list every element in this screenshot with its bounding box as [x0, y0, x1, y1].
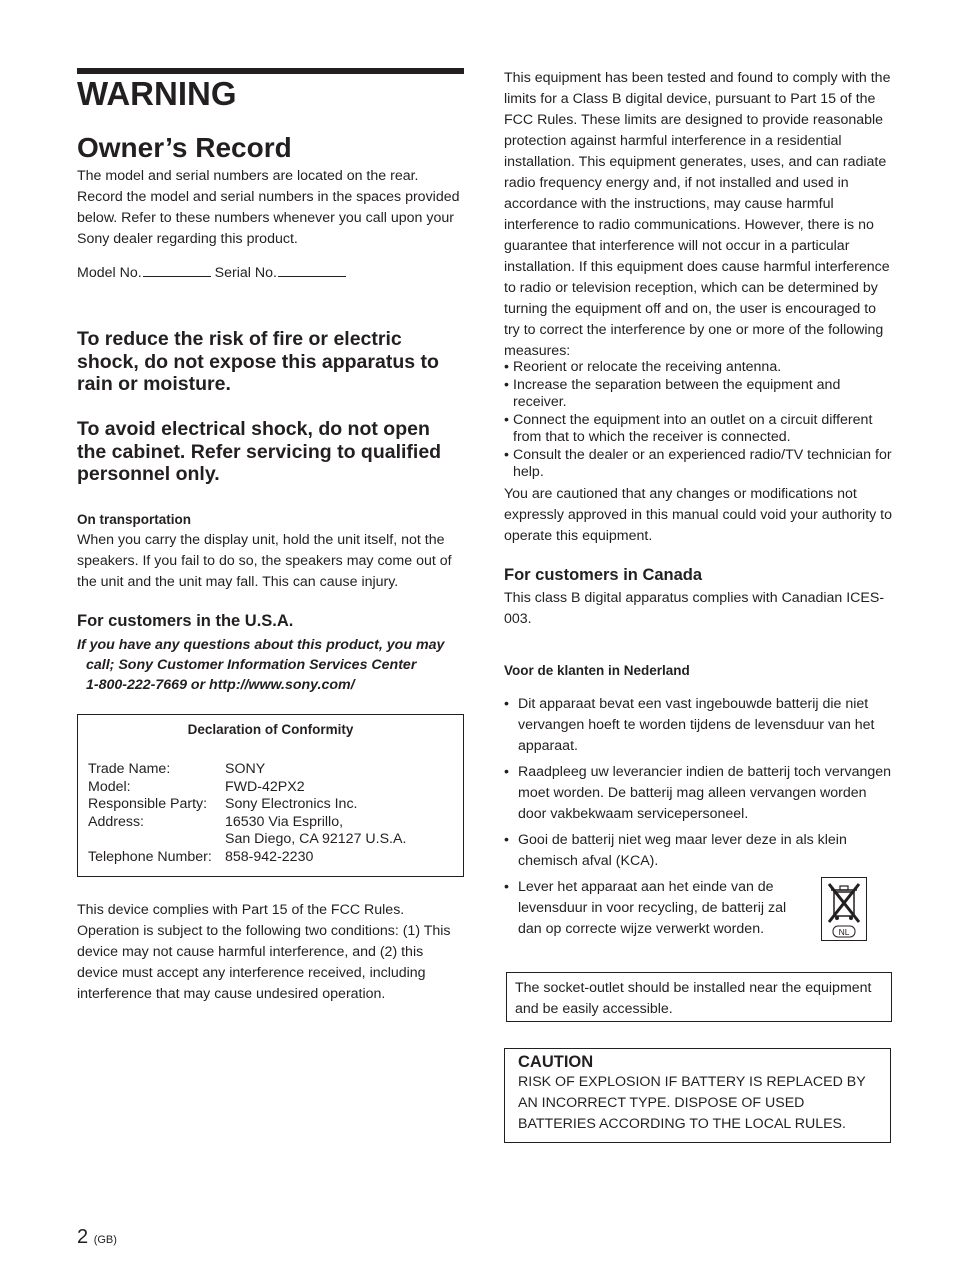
- declaration-table: [88, 761, 406, 866]
- nl-item-text: Raadpleeg uw leverancier indien de batterij toch vervangen moet worden. De batterij mag alleen vervangen worden door vakbekwaam servicepersoneel.: [518, 764, 892, 822]
- page-number-value: 2: [77, 1226, 89, 1248]
- measure-item: • Reorient or relocate the receiving antenna.: [504, 359, 782, 375]
- declaration-value: 858-942-2230: [225, 848, 314, 865]
- shock-warning: To avoid electrical shock, do not open the cabinet. Refer servicing to qualified personnel only.: [77, 418, 442, 485]
- declaration-box: [77, 714, 464, 877]
- serial-no-label: Serial No.: [214, 265, 277, 281]
- fire-warning: To reduce the risk of fire or electric shock, do not expose this apparatus to rain or moisture.: [77, 328, 439, 395]
- socket-outlet-text: The socket-outlet should be installed near the equipment and be easily accessible.: [515, 980, 872, 1017]
- owners-record-text: The model and serial numbers are located on the rear. Record the model and serial numbers in the spaces provided below. Refer to these numbers whenever you call upon your Sony dealer regarding this product.: [77, 168, 460, 247]
- serial-no-blank: [278, 262, 346, 277]
- measure-text: Increase the separation between the equipment and receiver.: [513, 376, 841, 410]
- page-number: [77, 1226, 117, 1249]
- fcc-class-b-text: This equipment has been tested and found to comply with the limits for a Class B digital device, pursuant to Part 15 of the FCC Rules. These limits are designed to provide reasonable protection against harmful interference in a residential installation. This equipment generates, uses, and can radiate radio frequency energy and, if not installed and used in accordance with the instructions, may cause harmful interference to radio communications. However, there is no guarantee that interference will not occur in a particular installation. If this equipment does cause harmful interference to radio or television reception, which can be determined by turning the equipment off and on, the user is encouraged to try to correct the interference by one or more of the following measures:: [504, 70, 891, 359]
- declaration-label: Responsible Party:: [88, 796, 208, 812]
- declaration-value: San Diego, CA 92127 U.S.A.: [225, 831, 407, 847]
- nl-item: • Lever het apparaat aan het einde van de levensduur in voor recycling, de batterij zal dan op correcte wijze verwerkt worden.: [504, 879, 787, 937]
- caution-box: [504, 1048, 891, 1143]
- caution-box-text: RISK OF EXPLOSION IF BATTERY IS REPLACED BY AN INCORRECT TYPE. DISPOSE OF USED BATTERIES ACCORDING TO THE LOCAL RULES.: [518, 1074, 866, 1132]
- declaration-value: FWD-42PX2: [225, 778, 305, 795]
- title-rule: [77, 68, 464, 74]
- usa-heading: For customers in the U.S.A.: [77, 612, 294, 630]
- crossed-bin-icon: [821, 877, 867, 941]
- owners-record-heading: Owner’s Record: [77, 132, 292, 163]
- canada-heading: For customers in Canada: [504, 566, 703, 584]
- measure-text: Reorient or relocate the receiving antenna.: [513, 359, 782, 375]
- transport-heading: On transportation: [77, 512, 191, 527]
- record-fields: [77, 262, 346, 284]
- canada-text: This class B digital apparatus complies with Canadian ICES-003.: [504, 590, 885, 627]
- nl-item: • Raadpleeg uw leverancier indien de batterij toch vervangen moet worden. De batterij mag alleen vervangen worden door vakbekwaam servicepersoneel.: [504, 764, 892, 822]
- declaration-value: SONY: [225, 761, 266, 777]
- measure-item: • Connect the equipment into an outlet on a circuit different from that to which the receiver is connected.: [504, 411, 873, 445]
- declaration-title: Declaration of Conformity: [187, 722, 354, 737]
- socket-outlet-box: [506, 972, 892, 1022]
- usa-contact-line1: If you have any questions about this product, you may: [77, 637, 445, 653]
- declaration-row: [88, 849, 406, 867]
- nl-item-text: Gooi de batterij niet weg maar lever deze in als klein chemisch afval (KCA).: [518, 832, 847, 869]
- usa-contact: [77, 635, 464, 695]
- model-no-blank: [143, 262, 211, 277]
- declaration-row: [88, 796, 406, 814]
- declaration-row: [88, 779, 406, 797]
- measure-text: Consult the dealer or an experienced radio/TV technician for help.: [513, 446, 892, 480]
- nl-item: • Dit apparaat bevat een vast ingebouwde batterij die niet vervangen hoeft te worden tijdens de levensduur van het apparaat.: [504, 696, 875, 754]
- declaration-label: Model:: [88, 778, 131, 795]
- measure-item: • Increase the separation between the equipment and receiver.: [504, 376, 841, 410]
- model-no-label: Model No.: [77, 265, 142, 281]
- declaration-label: Trade Name:: [88, 761, 171, 777]
- usa-contact-line3: 1-800-222-7669 or http://www.sony.com/: [86, 677, 355, 693]
- nl-logo-text: NL: [838, 927, 850, 937]
- caution-heading: CAUTION: [518, 1053, 594, 1071]
- nl-item-text: Dit apparaat bevat een vast ingebouwde batterij die niet vervangen hoeft te worden tijdens de levensduur van het apparaat.: [518, 696, 875, 754]
- measure-item: • Consult the dealer or an experienced radio/TV technician for help.: [504, 446, 892, 480]
- measure-text: Connect the equipment into an outlet on a circuit different from that to which the receiver is connected.: [513, 411, 873, 445]
- nl-item: • Gooi de batterij niet weg maar lever deze in als klein chemisch afval (KCA).: [504, 832, 847, 869]
- transport-text: When you carry the display unit, hold the unit itself, not the speakers. If you fail to do so, the speakers may come out of the unit and the unit may fall. This can cause injury.: [77, 532, 452, 590]
- modification-caution-text: You are cautioned that any changes or modifications not expressly approved in this manual could void your authority to operate this equipment.: [504, 486, 893, 544]
- declaration-label: Telephone Number:: [88, 848, 212, 865]
- declaration-row: [88, 831, 406, 849]
- nl-item-text: Lever het apparaat aan het einde van de levensduur in voor recycling, de batterij zal dan op correcte wijze verwerkt worden.: [518, 879, 787, 937]
- declaration-row: [88, 814, 406, 832]
- declaration-row: [88, 761, 406, 779]
- declaration-label: [88, 831, 225, 849]
- declaration-value: Sony Electronics Inc.: [225, 796, 358, 812]
- declaration-label: Address:: [88, 813, 144, 830]
- page-number-suffix: (GB): [93, 1234, 117, 1246]
- nl-heading: Voor de klanten in Nederland: [504, 663, 690, 678]
- usa-contact-line2: call; Sony Customer Information Services Center: [86, 657, 417, 673]
- warning-heading: WARNING: [77, 75, 237, 112]
- fcc-compliance-text: This device complies with Part 15 of the FCC Rules. Operation is subject to the following two conditions: (1) This device may not cause harmful interference, and (2) this device must accept any interference received, including interference that may cause undesired operation.: [77, 902, 451, 1002]
- measures-list: [504, 359, 892, 482]
- declaration-value: 16530 Via Esprillo,: [225, 813, 344, 830]
